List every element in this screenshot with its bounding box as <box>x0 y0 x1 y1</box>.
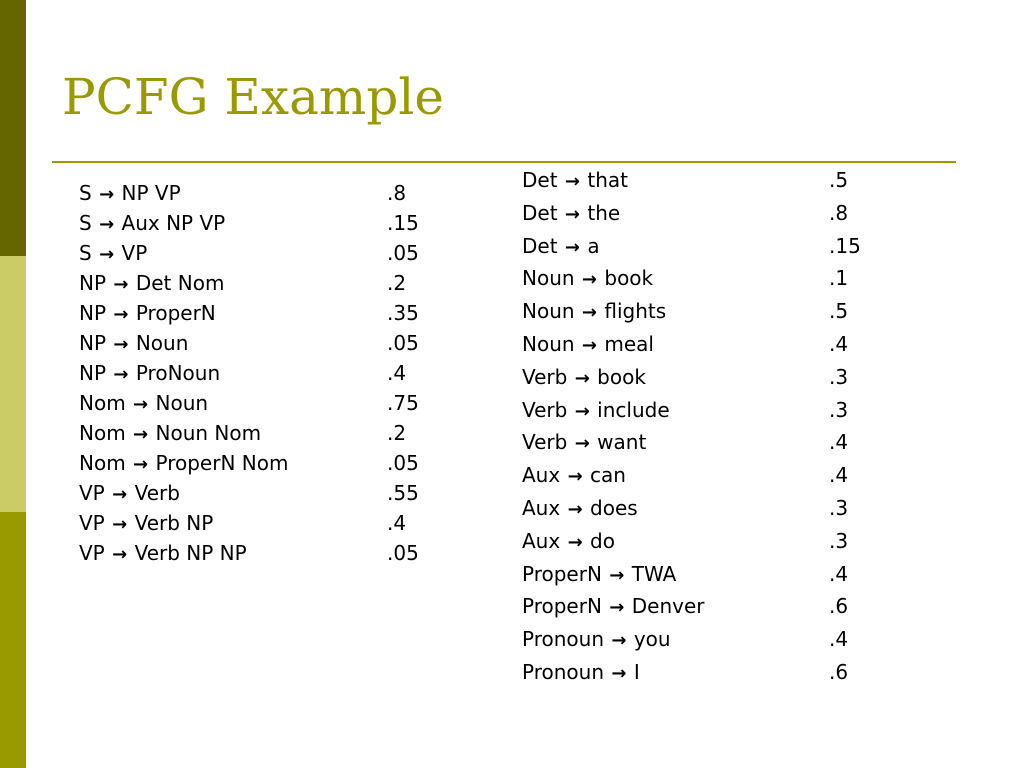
rule-lhs: VP <box>79 511 105 535</box>
rule-probability: .2 <box>387 271 407 295</box>
arrow-icon: → <box>133 454 149 475</box>
rule-rhs: Noun <box>135 331 189 355</box>
rule-text <box>79 451 288 475</box>
arrow-icon: → <box>567 498 583 520</box>
rule-lhs: ProperN <box>522 561 602 586</box>
rule-text <box>522 594 704 618</box>
arrow-icon: → <box>609 564 625 586</box>
rule-text <box>522 398 670 422</box>
rule-lhs: Nom <box>79 451 126 475</box>
rule-text <box>522 234 600 258</box>
decor-band-middle <box>0 256 26 512</box>
arrow-icon: → <box>581 302 598 324</box>
arrow-icon: → <box>99 184 115 205</box>
rule-rhs: book <box>597 364 646 389</box>
rule-rhs: Det Nom <box>135 271 225 295</box>
rule-text <box>522 168 628 192</box>
rule-lhs: S <box>79 241 92 265</box>
rule-lhs: Det <box>522 200 558 225</box>
rule-text <box>79 391 208 415</box>
rule-rhs: does <box>590 495 638 520</box>
rule-rhs: that <box>587 168 628 192</box>
rule-probability: .75 <box>387 391 419 415</box>
rule-rhs: want <box>597 430 647 455</box>
rule-text <box>79 511 213 535</box>
rule-probability: .1 <box>829 266 849 291</box>
rule-lhs: NP <box>79 271 107 295</box>
rule-probability: .05 <box>387 331 419 355</box>
rule-text <box>79 421 261 445</box>
rule-lhs: S <box>79 211 92 235</box>
arrow-icon: → <box>564 203 580 225</box>
rule-text <box>79 361 220 385</box>
rule-lhs: Pronoun <box>522 627 604 652</box>
rule-probability: .4 <box>829 430 849 455</box>
rule-rhs: Noun Nom <box>155 421 262 445</box>
rule-lhs: Verb <box>522 397 568 422</box>
rule-probability: .6 <box>829 659 849 684</box>
arrow-icon: → <box>564 171 580 192</box>
rule-probability: .05 <box>387 541 419 565</box>
title-underline <box>52 161 956 163</box>
rule-probability: .4 <box>829 627 849 652</box>
rule-rhs: a <box>587 233 600 258</box>
rule-text <box>79 211 225 235</box>
rule-text <box>522 496 638 520</box>
rule-lhs: VP <box>79 541 105 565</box>
rule-text <box>79 181 181 205</box>
rule-lhs: NP <box>79 301 107 325</box>
arrow-icon: → <box>113 304 129 325</box>
rule-lhs: S <box>79 181 92 205</box>
arrow-icon: → <box>99 244 115 265</box>
rule-rhs: TWA <box>631 561 677 586</box>
rule-lhs: Pronoun <box>522 659 604 684</box>
decor-band-bottom <box>0 512 26 768</box>
arrow-icon: → <box>112 484 128 505</box>
arrow-icon: → <box>113 364 129 385</box>
rule-probability: .3 <box>829 528 849 553</box>
rule-lhs: Noun <box>522 299 575 324</box>
rule-lhs: Nom <box>79 421 126 445</box>
arrow-icon: → <box>133 424 149 445</box>
arrow-icon: → <box>99 214 115 235</box>
rule-text <box>522 201 620 225</box>
rule-text <box>79 541 247 565</box>
rule-rhs: include <box>597 397 670 422</box>
rule-lhs: Nom <box>79 391 126 415</box>
rule-probability: .15 <box>387 211 419 235</box>
arrow-icon: → <box>609 597 625 619</box>
rule-text <box>522 529 615 553</box>
rule-text <box>79 271 224 295</box>
rule-rhs: do <box>590 528 615 553</box>
rule-probability: .2 <box>387 421 407 445</box>
rule-probability: .3 <box>829 397 849 422</box>
rule-probability: .55 <box>387 481 419 505</box>
slide-title: PCFG Example <box>62 68 444 126</box>
rule-probability: .8 <box>387 181 407 205</box>
rule-text <box>522 430 646 454</box>
rule-lhs: NP <box>79 331 107 355</box>
rule-lhs: Verb <box>522 430 568 455</box>
rule-lhs: ProperN <box>522 594 602 619</box>
rule-probability: .5 <box>829 299 849 324</box>
arrow-icon: → <box>112 544 128 565</box>
arrow-icon: → <box>113 274 129 295</box>
rule-rhs: NP VP <box>121 181 181 205</box>
rule-probability: .05 <box>387 241 419 265</box>
rule-rhs: Verb NP <box>134 511 214 535</box>
arrow-icon: → <box>581 334 598 356</box>
rule-lhs: VP <box>79 481 105 505</box>
arrow-icon: → <box>564 236 580 258</box>
arrow-icon: → <box>133 394 149 415</box>
arrow-icon: → <box>581 269 598 291</box>
rule-text <box>522 365 646 389</box>
rule-text <box>522 266 653 290</box>
rule-rhs: meal <box>604 331 654 356</box>
rule-probability: .6 <box>829 594 849 619</box>
arrow-icon: → <box>567 466 583 488</box>
rule-rhs: Aux NP VP <box>121 211 226 235</box>
rule-lhs: Aux <box>522 528 561 553</box>
rule-rhs: book <box>604 266 654 291</box>
arrow-icon: → <box>611 662 627 684</box>
rule-rhs: Denver <box>631 594 705 619</box>
rule-text <box>522 332 654 356</box>
rule-rhs: Noun <box>155 391 209 415</box>
rule-rhs: Verb <box>134 481 180 505</box>
rule-text <box>522 299 666 323</box>
arrow-icon: → <box>574 367 590 389</box>
rule-probability: .05 <box>387 451 419 475</box>
rule-lhs: Noun <box>522 331 575 356</box>
rule-lhs: Noun <box>522 266 575 291</box>
rule-rhs: Verb NP NP <box>134 541 247 565</box>
arrow-icon: → <box>611 630 627 652</box>
rule-probability: .15 <box>829 233 861 258</box>
rule-rhs: flights <box>604 299 667 324</box>
rule-rhs: ProperN <box>135 301 216 325</box>
rule-rhs: can <box>590 463 626 488</box>
arrow-icon: → <box>574 400 590 422</box>
rule-probability: .35 <box>387 301 419 325</box>
rule-rhs: ProNoun <box>135 361 221 385</box>
rule-rhs: you <box>633 627 671 652</box>
rule-probability: .3 <box>829 364 849 389</box>
rule-text <box>79 241 147 265</box>
rule-probability: .4 <box>829 331 849 356</box>
rule-rhs: ProperN Nom <box>155 451 289 475</box>
rule-text <box>522 463 626 487</box>
rule-text <box>522 562 676 586</box>
rule-probability: .4 <box>387 511 407 535</box>
rule-probability: .4 <box>829 463 849 488</box>
rule-lhs: Verb <box>522 364 568 389</box>
rule-probability: .4 <box>387 361 407 385</box>
arrow-icon: → <box>574 433 590 455</box>
rule-text <box>79 301 216 325</box>
rule-text <box>79 481 180 505</box>
rule-lhs: Det <box>522 168 558 192</box>
decor-band-top <box>0 0 26 256</box>
rule-lhs: NP <box>79 361 107 385</box>
rule-lhs: Aux <box>522 463 561 488</box>
rule-lhs: Det <box>522 233 558 258</box>
rule-rhs: I <box>633 659 640 684</box>
arrow-icon: → <box>567 531 583 553</box>
arrow-icon: → <box>112 514 128 535</box>
rule-rhs: VP <box>121 241 148 265</box>
rule-text <box>522 627 671 651</box>
arrow-icon: → <box>113 334 129 355</box>
rule-probability: .4 <box>829 561 849 586</box>
rule-probability: .8 <box>829 200 849 225</box>
rule-lhs: Aux <box>522 495 561 520</box>
rule-text <box>79 331 188 355</box>
rule-probability: .3 <box>829 495 849 520</box>
rule-text <box>522 660 640 684</box>
rule-probability: .5 <box>829 168 849 192</box>
rule-rhs: the <box>587 200 621 225</box>
